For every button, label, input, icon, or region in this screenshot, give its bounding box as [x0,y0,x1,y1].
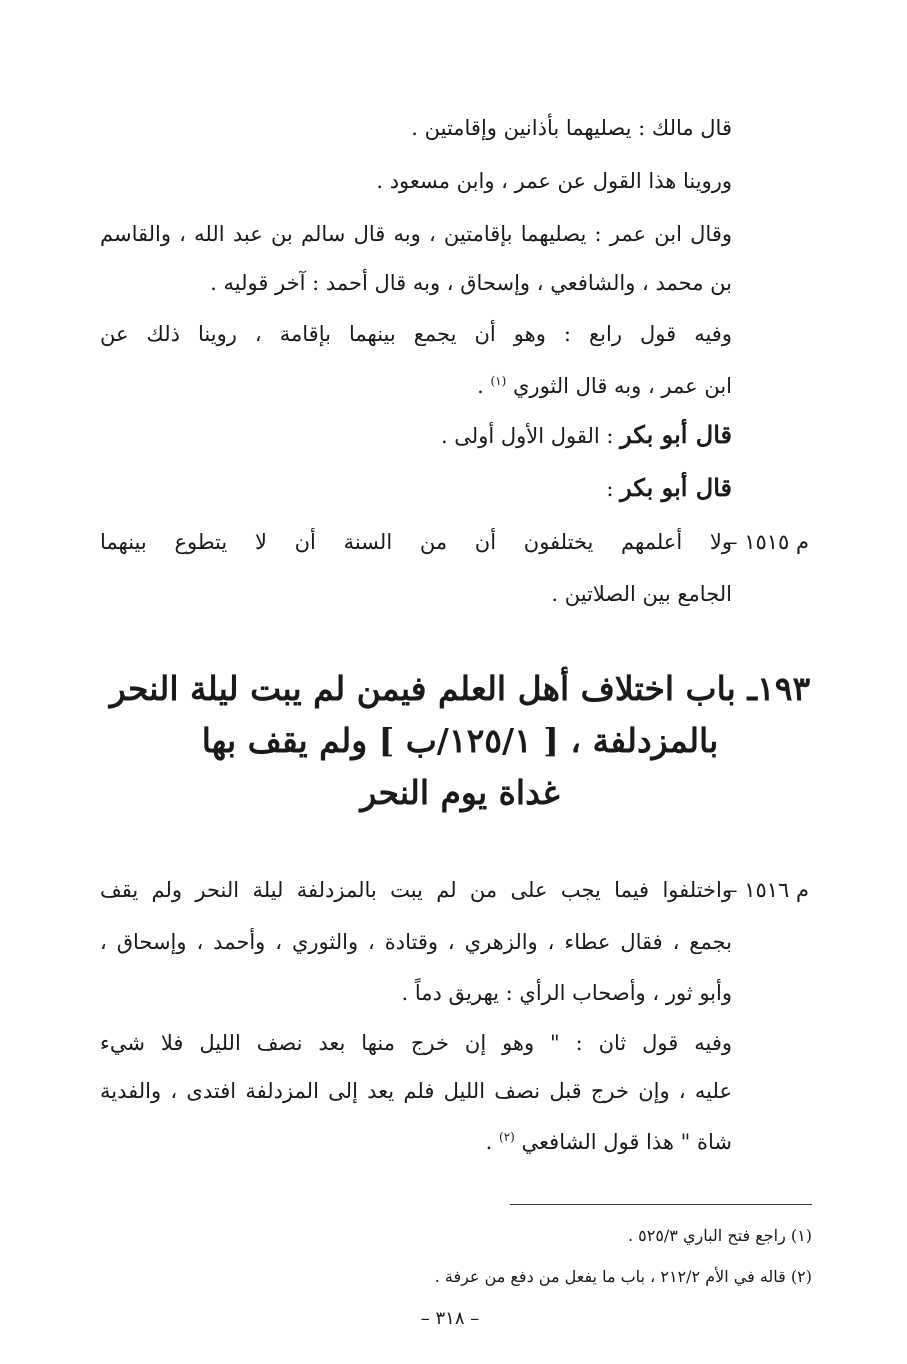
footnote [628,1224,812,1248]
speaker-label: قال أبو بكر [620,473,732,502]
text-line: وروينا هذا القول عن عمر ، وابن مسعود . [376,169,732,193]
text-line: وقال ابن عمر : يصليهما بإقامتين ، وبه قال سالم بن عبد الله ، والقاسم [100,222,732,246]
section-heading: ١٩٣ـ باب اختلاف أهل العلم فيمن لم يبت ليلة النحر [109,669,811,708]
text-segment: : [606,477,614,501]
text-segment: شاة " هذا قول الشافعي [521,1130,732,1154]
text-line [486,1122,732,1157]
text-line: عليه ، وإن خرج قبل نصف الليل فلم يعد إلى المزدلفة افتدى ، والفدية [100,1079,732,1103]
text-line: ولا أعلمهم يختلفون أن من السنة أن لا يتطوع بينهما [100,530,732,554]
text-segment: . [485,1130,493,1154]
page-number: – ٣١٨ – [420,1308,480,1329]
text-line [477,366,732,401]
footnote-ref: (٢) [499,1130,515,1144]
section-heading: غداة يوم النحر [360,773,560,812]
text-line: قال مالك : يصليهما بأذانين وإقامتين . [411,116,732,140]
text-line: وأبو ثور ، وأصحاب الرأي : يهريق دماً . [401,981,732,1005]
footnote [435,1265,812,1289]
text-line: الجامع بين الصلاتين . [551,582,732,606]
speaker-label: قال أبو بكر [620,420,732,449]
text-line: وفيه قول ثان : " وهو إن خرج منها بعد نصف الليل فلا شيء [100,1031,732,1055]
text-segment: . [477,374,484,398]
footnote-text: راجع فتح الباري ٥٢٥/٣ . [627,1226,786,1245]
text-segment: ابن عمر ، وبه قال الثوري [512,374,732,398]
item-number: م ١٥١٥ – [727,530,809,554]
footnote-number: (١) [790,1226,812,1245]
item-number: م ١٥١٦ – [727,878,809,902]
footnote-text: قاله في الأم ٢١٢/٢ ، باب ما يفعل من دفع من عرفة . [434,1267,786,1286]
abubakr-line [606,473,732,504]
footnote-number: (٢) [790,1267,812,1286]
text-line: واختلفوا فيما يجب على من لم يبت بالمزدلفة ليلة النحر ولم يقف [100,878,732,902]
footnote-divider [510,1204,812,1205]
text-line: وفيه قول رابع : وهو أن يجمع بينهما بإقامة ، روينا ذلك عن [100,322,732,346]
abubakr-line [441,420,732,451]
text-segment: : القول الأول أولى . [440,424,614,448]
footnote-ref: (١) [490,374,507,388]
section-heading: بالمزدلفة ، [ ١٢٥/١/ب ] ولم يقف بها [201,721,719,760]
text-line: بن محمد ، والشافعي ، وإسحاق ، وبه قال أحمد : آخر قوليه . [210,271,732,295]
text-line: بجمع ، فقال عطاء ، والزهري ، وقتادة ، والثوري ، وأحمد ، وإسحاق ، [100,930,732,954]
